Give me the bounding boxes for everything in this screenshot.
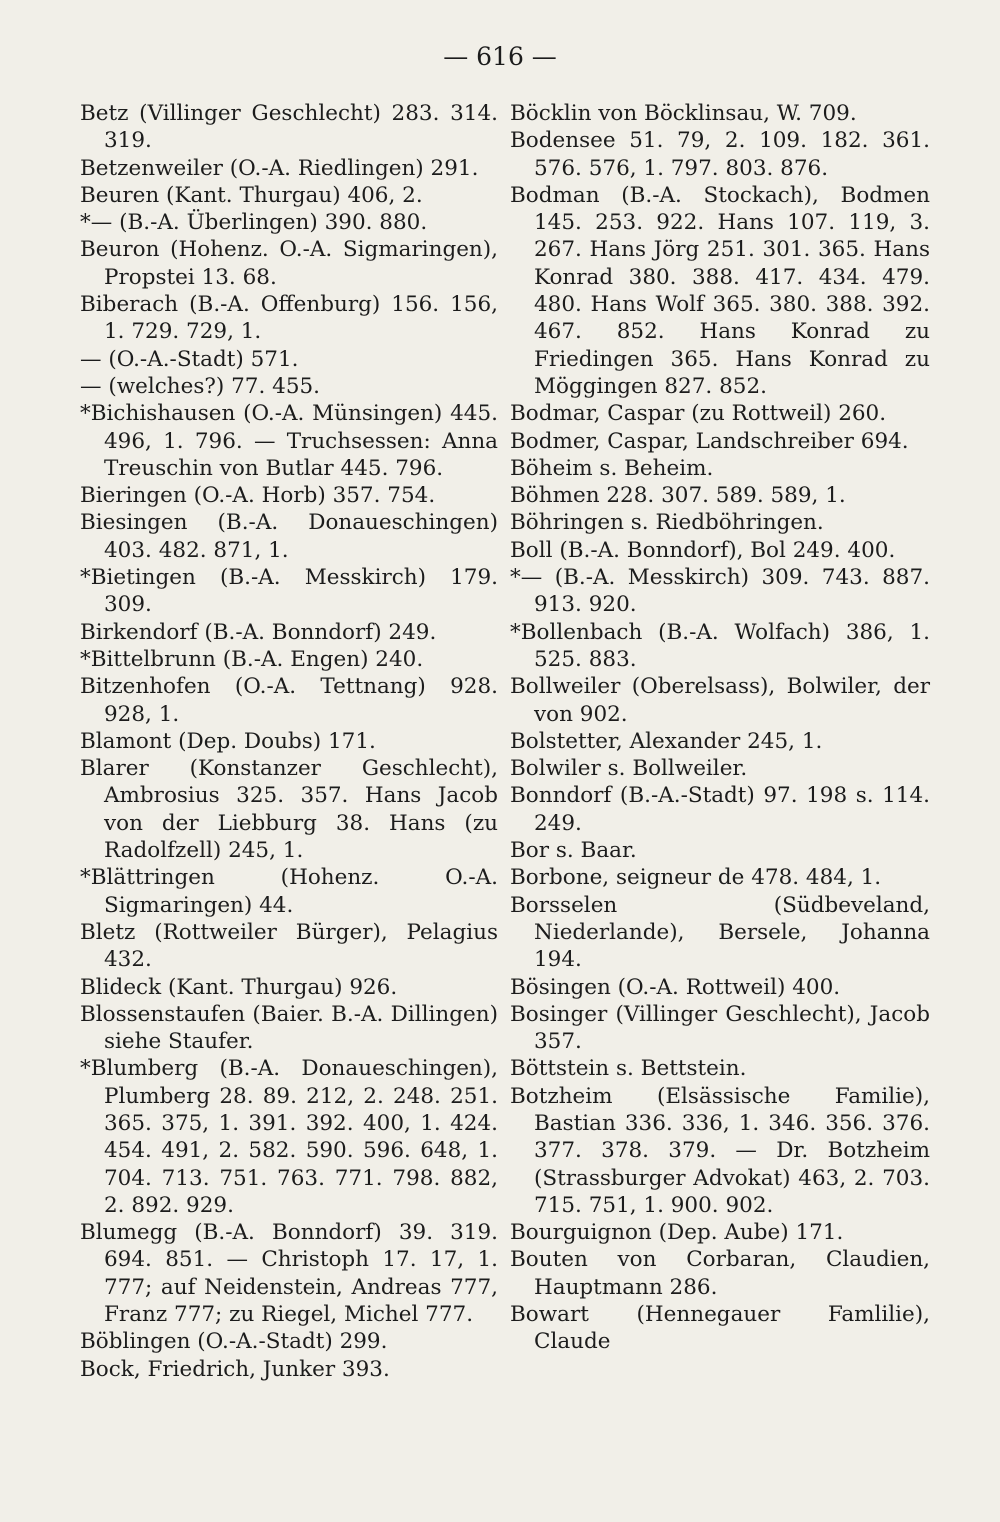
index-entry: Botzheim (Elsässische Familie), Bastian 336. 336, 1. 346. 356. 376. 377. 378. 379. — Dr. Botzheim (Strassburger Advokat) 463, 2. 703. 715. 751, 1. 900. 902. xyxy=(510,1083,930,1218)
index-entry: Bock, Friedrich, Junker 393. xyxy=(80,1356,390,1382)
index-entry: Borbone, seigneur de 478. 484, 1. xyxy=(510,865,882,891)
index-entry: Bodmer, Caspar, Landschreiber 694. xyxy=(510,428,909,454)
index-entry: Böheim s. Beheim. xyxy=(510,455,714,481)
index-entry: *Bittelbrunn (B.-A. Engen) 240. xyxy=(80,646,424,672)
index-entry: Boll (B.-A. Bonndorf), Bol 249. 400. xyxy=(510,537,896,563)
index-entry: Bösingen (O.-A. Rottweil) 400. xyxy=(510,974,841,1000)
index-entry: *Bichishausen (O.-A. Münsingen) 445. 496, 1. 796. — Truchsessen: Anna Treuschin von Butlar 445. 796. xyxy=(80,401,498,481)
index-entry: Blumegg (B.-A. Bonndorf) 39. 319. 694. 851. — Christoph 17. 17, 1. 777; auf Neidenstein, Andreas 777, Franz 777; zu Riegel, Michel 777. xyxy=(80,1220,498,1328)
index-entry: — (welches?) 77. 455. xyxy=(80,373,321,399)
index-entry: *— (B.-A. Überlingen) 390. 880. xyxy=(80,210,428,236)
index-entry: Bosinger (Villinger Geschlecht), Jacob 357. xyxy=(510,1001,930,1055)
index-entry: Bonndorf (B.-A.-Stadt) 97. 198 s. 114. 249. xyxy=(510,783,930,836)
index-entry: *Blumberg (B.-A. Donaueschingen), Plumberg 28. 89. 212, 2. 248. 251. 365. 375, 1. 391. 392. 400, 1. 424. 454. 491, 2. 582. 590. 596. 648, 1. 704. 713. 751. 763. 771. 798. 882, 2. 892. 929. xyxy=(80,1056,498,1218)
index-entry: Bodensee 51. 79, 2. 109. 182. 361. 576. 576, 1. 797. 803. 876. xyxy=(510,128,930,181)
index-entry: Bletz (Rottweiler Bürger), Pelagius 432. xyxy=(80,919,498,973)
index-entry: Bolwiler s. Bollweiler. xyxy=(510,756,748,782)
index-entry: Böcklin von Böcklinsau, W. 709. xyxy=(510,101,857,126)
index-entry: Bowart (Hennegauer Famlilie), Claude xyxy=(510,1302,930,1355)
index-entry: *— (B.-A. Messkirch) 309. 743. 887. 913. 920. xyxy=(510,565,930,618)
index-entry: *Blättringen (Hohenz. O.-A. Sigmaringen) 44. xyxy=(80,865,498,918)
index-entry: Betz (Villinger Geschlecht) 283. 314. 319. xyxy=(80,101,498,154)
index-entry: Birkendorf (B.-A. Bonndorf) 249. xyxy=(80,619,437,645)
index-entry: Bourguignon (Dep. Aube) 171. xyxy=(510,1220,844,1246)
index-entry: Böttstein s. Bettstein. xyxy=(510,1056,747,1082)
index-entry: Blamont (Dep. Doubs) 171. xyxy=(80,728,376,754)
index-entry: Blarer (Konstanzer Geschlecht), Ambrosius 325. 357. Hans Jacob von der Liebburg 38. Hans (zu Radolfzell) 245, 1. xyxy=(80,756,498,864)
index-entry: Beuron (Hohenz. O.-A. Sigmaringen), Propstei 13. 68. xyxy=(80,237,498,290)
index-entry: Bieringen (O.-A. Horb) 357. 754. xyxy=(80,483,436,509)
index-entry: Bodman (B.-A. Stockach), Bodmen 145. 253. 922. Hans 107. 119, 3. 267. Hans Jörg 251. 301. 365. Hans Konrad 380. 388. 417. 434. 479. 480. Hans Wolf 365. 380. 388. 392. 467. 852. Hans Konrad zu Friedingen 365. Hans Konrad zu Möggingen 827. 852. xyxy=(510,182,930,399)
index-entry: Bolstetter, Alexander 245, 1. xyxy=(510,728,823,754)
index-entry: *Bietingen (B.-A. Messkirch) 179. 309. xyxy=(80,565,498,618)
index-entry: Blideck (Kant. Thurgau) 926. xyxy=(80,974,398,1000)
index-entry: Böhmen 228. 307. 589. 589, 1. xyxy=(510,483,846,509)
index-entry: Betzenweiler (O.-A. Riedlingen) 291. xyxy=(80,155,479,181)
index-entry: Beuren (Kant. Thurgau) 406, 2. xyxy=(80,182,423,208)
index-entry: Borsselen (Südbeveland, Niederlande), Bersele, Johanna 194. xyxy=(510,892,930,973)
index-entry: Bodmar, Caspar (zu Rottweil) 260. xyxy=(510,401,887,427)
index-entry: Böhringen s. Riedböhringen. xyxy=(510,510,824,536)
index-entry: Biberach (B.-A. Offenburg) 156. 156, 1. 729. 729, 1. xyxy=(80,292,498,345)
index-entry: *Bollenbach (B.-A. Wolfach) 386, 1. 525. 883. xyxy=(510,619,930,672)
page-number: — 616 — xyxy=(443,42,557,71)
index-entry: Bollweiler (Oberelsass), Bolwiler, der von 902. xyxy=(510,674,930,727)
index-entry: Blossenstaufen (Baier. B.-A. Dillingen) siehe Staufer. xyxy=(80,1001,498,1055)
index-entry: Bitzenhofen (O.-A. Tettnang) 928. 928, 1. xyxy=(80,674,498,727)
index-entry: Biesingen (B.-A. Donaueschingen) 403. 482. 871, 1. xyxy=(80,510,498,563)
index-entry: — (O.-A.-Stadt) 571. xyxy=(80,346,299,372)
index-entry: Bor s. Baar. xyxy=(510,838,637,864)
index-entry: Bouten von Corbaran, Claudien, Hauptmann 286. xyxy=(510,1247,930,1300)
index-entry: Böblingen (O.-A.-Stadt) 299. xyxy=(80,1329,388,1355)
index-column-left xyxy=(80,100,498,1383)
index-column-right xyxy=(510,100,930,1356)
